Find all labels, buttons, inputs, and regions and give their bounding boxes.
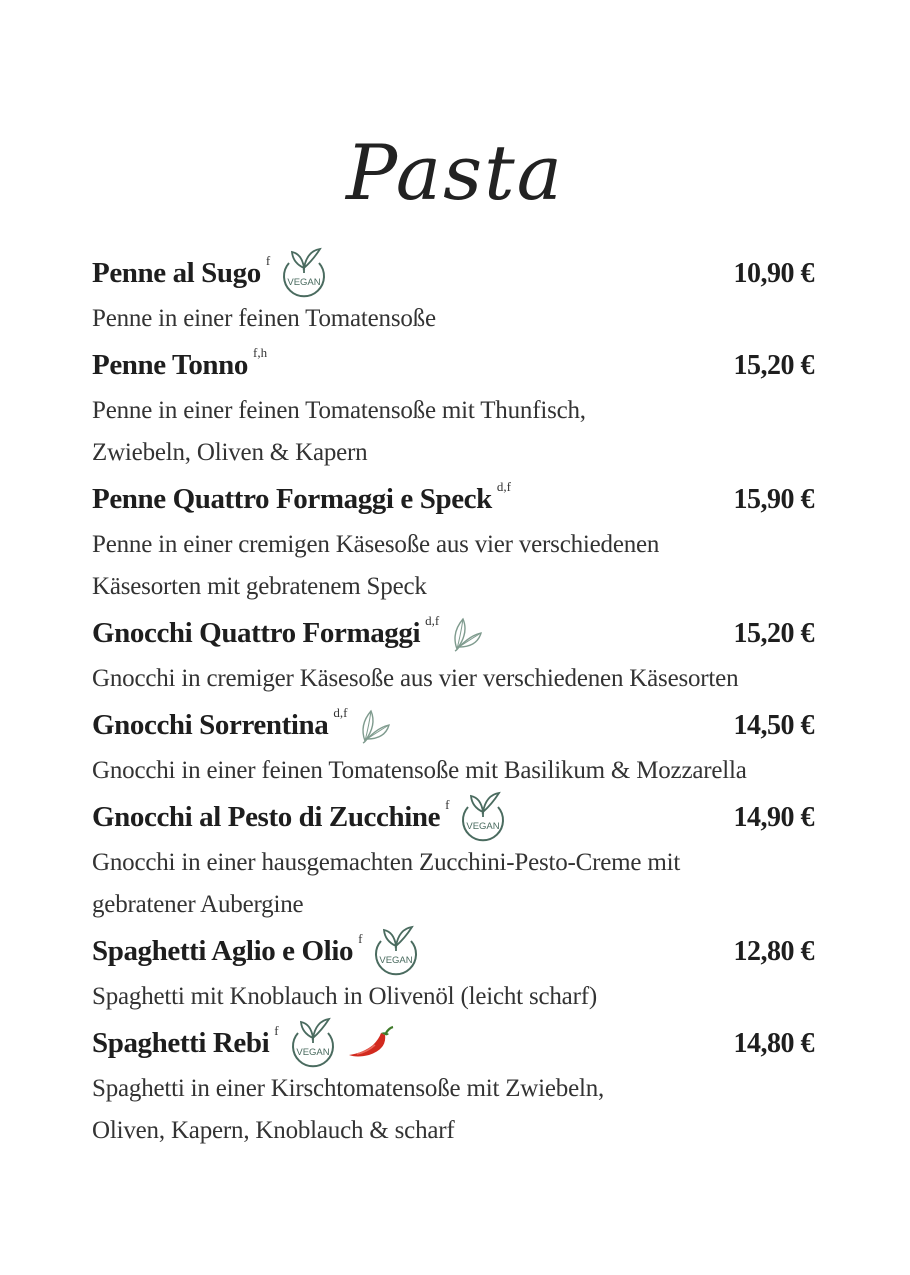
- allergen-codes: f,h: [252, 345, 268, 360]
- menu-item: [92, 926, 822, 1018]
- vegan-icon: [289, 1017, 337, 1069]
- menu-item: [92, 248, 822, 340]
- allergen-codes: f: [445, 797, 450, 812]
- menu-item-price: 15,20 €: [733, 350, 814, 381]
- menu-item-description: Zwiebeln, Oliven & Kapern: [92, 439, 368, 466]
- menu-item: [92, 700, 822, 792]
- menu-item-description: Spaghetti in einer Kirschtomatensoße mit Zwiebeln,: [92, 1075, 605, 1102]
- menu-item-description: Penne in einer feinen Tomatensoße: [92, 305, 436, 332]
- menu-item-description: Oliven, Kapern, Knoblauch & scharf: [92, 1117, 455, 1144]
- menu-item-price: 15,90 €: [733, 484, 814, 515]
- menu-item: [92, 474, 822, 608]
- menu-item-description: Penne in einer feinen Tomatensoße mit Thunfisch,: [92, 397, 586, 424]
- menu-item-name: Penne al Sugo: [92, 256, 261, 289]
- page-title: Pasta: [346, 128, 564, 217]
- menu-item-price: 14,80 €: [733, 1028, 814, 1059]
- chili-pepper-icon: [347, 1025, 397, 1061]
- menu-item-price: 10,90 €: [733, 258, 814, 289]
- allergen-codes: d,f: [496, 479, 511, 494]
- menu-item-header: [92, 474, 822, 524]
- menu-item-header: [92, 926, 822, 976]
- menu-item: [92, 608, 822, 700]
- svg-text:VEGAN: VEGAN: [295, 1047, 330, 1058]
- menu-item-description: Gnocchi in einer feinen Tomatensoße mit Basilikum & Mozzarella: [92, 757, 747, 784]
- menu-item-header: [92, 1018, 822, 1068]
- page-title-block: [0, 90, 910, 230]
- menu-item-name: Spaghetti Rebi: [92, 1026, 270, 1059]
- menu-item-price: 12,80 €: [733, 936, 814, 967]
- menu-item-price: 14,50 €: [733, 710, 814, 741]
- menu-item-name: Gnocchi Sorrentina: [92, 708, 329, 741]
- menu-item-header: [92, 608, 822, 658]
- menu-item-name: Gnocchi al Pesto di Zucchine: [92, 800, 441, 833]
- menu-item-description: gebratener Aubergine: [92, 891, 304, 918]
- allergen-codes: d,f: [333, 705, 348, 720]
- menu-item: [92, 792, 822, 926]
- allergen-codes: f: [265, 253, 271, 268]
- menu-item-description: Spaghetti mit Knoblauch in Olivenöl (leicht scharf): [92, 983, 597, 1010]
- vegan-icon: [459, 791, 507, 843]
- menu-item-name: Spaghetti Aglio e Olio: [92, 934, 354, 967]
- svg-text:VEGAN: VEGAN: [379, 955, 414, 966]
- menu-item-header: [92, 248, 822, 298]
- menu-item-description: Gnocchi in einer hausgemachten Zucchini-Pesto-Creme mit: [92, 849, 681, 876]
- allergen-codes: f: [358, 931, 363, 946]
- menu-item-header: [92, 340, 822, 390]
- menu-item: [92, 1018, 822, 1152]
- vegetarian-leaf-icon: [449, 613, 485, 653]
- menu-item-name: Penne Quattro Formaggi e Speck: [92, 482, 492, 515]
- vegan-icon: [280, 247, 328, 299]
- vegetarian-leaf-icon: [357, 705, 393, 745]
- menu-item-name: Gnocchi Quattro Formaggi: [92, 616, 421, 649]
- svg-text:VEGAN: VEGAN: [466, 821, 501, 832]
- menu-item-description: Gnocchi in cremiger Käsesoße aus vier verschiedenen Käsesorten: [92, 665, 739, 692]
- menu-item: [92, 340, 822, 474]
- svg-text:VEGAN: VEGAN: [287, 277, 321, 288]
- allergen-codes: f: [274, 1023, 279, 1038]
- menu-item-name: Penne Tonno: [92, 348, 248, 381]
- menu-item-description: Käsesorten mit gebratenem Speck: [92, 573, 427, 600]
- vegan-icon: [372, 925, 420, 977]
- menu-item-description: Penne in einer cremigen Käsesoße aus vier verschiedenen: [92, 531, 660, 558]
- allergen-codes: d,f: [425, 613, 440, 628]
- menu-item-price: 14,90 €: [733, 802, 814, 833]
- menu-item-header: [92, 792, 822, 842]
- menu-item-price: 15,20 €: [733, 618, 814, 649]
- menu-item-header: [92, 700, 822, 750]
- pasta-menu: [92, 248, 822, 1152]
